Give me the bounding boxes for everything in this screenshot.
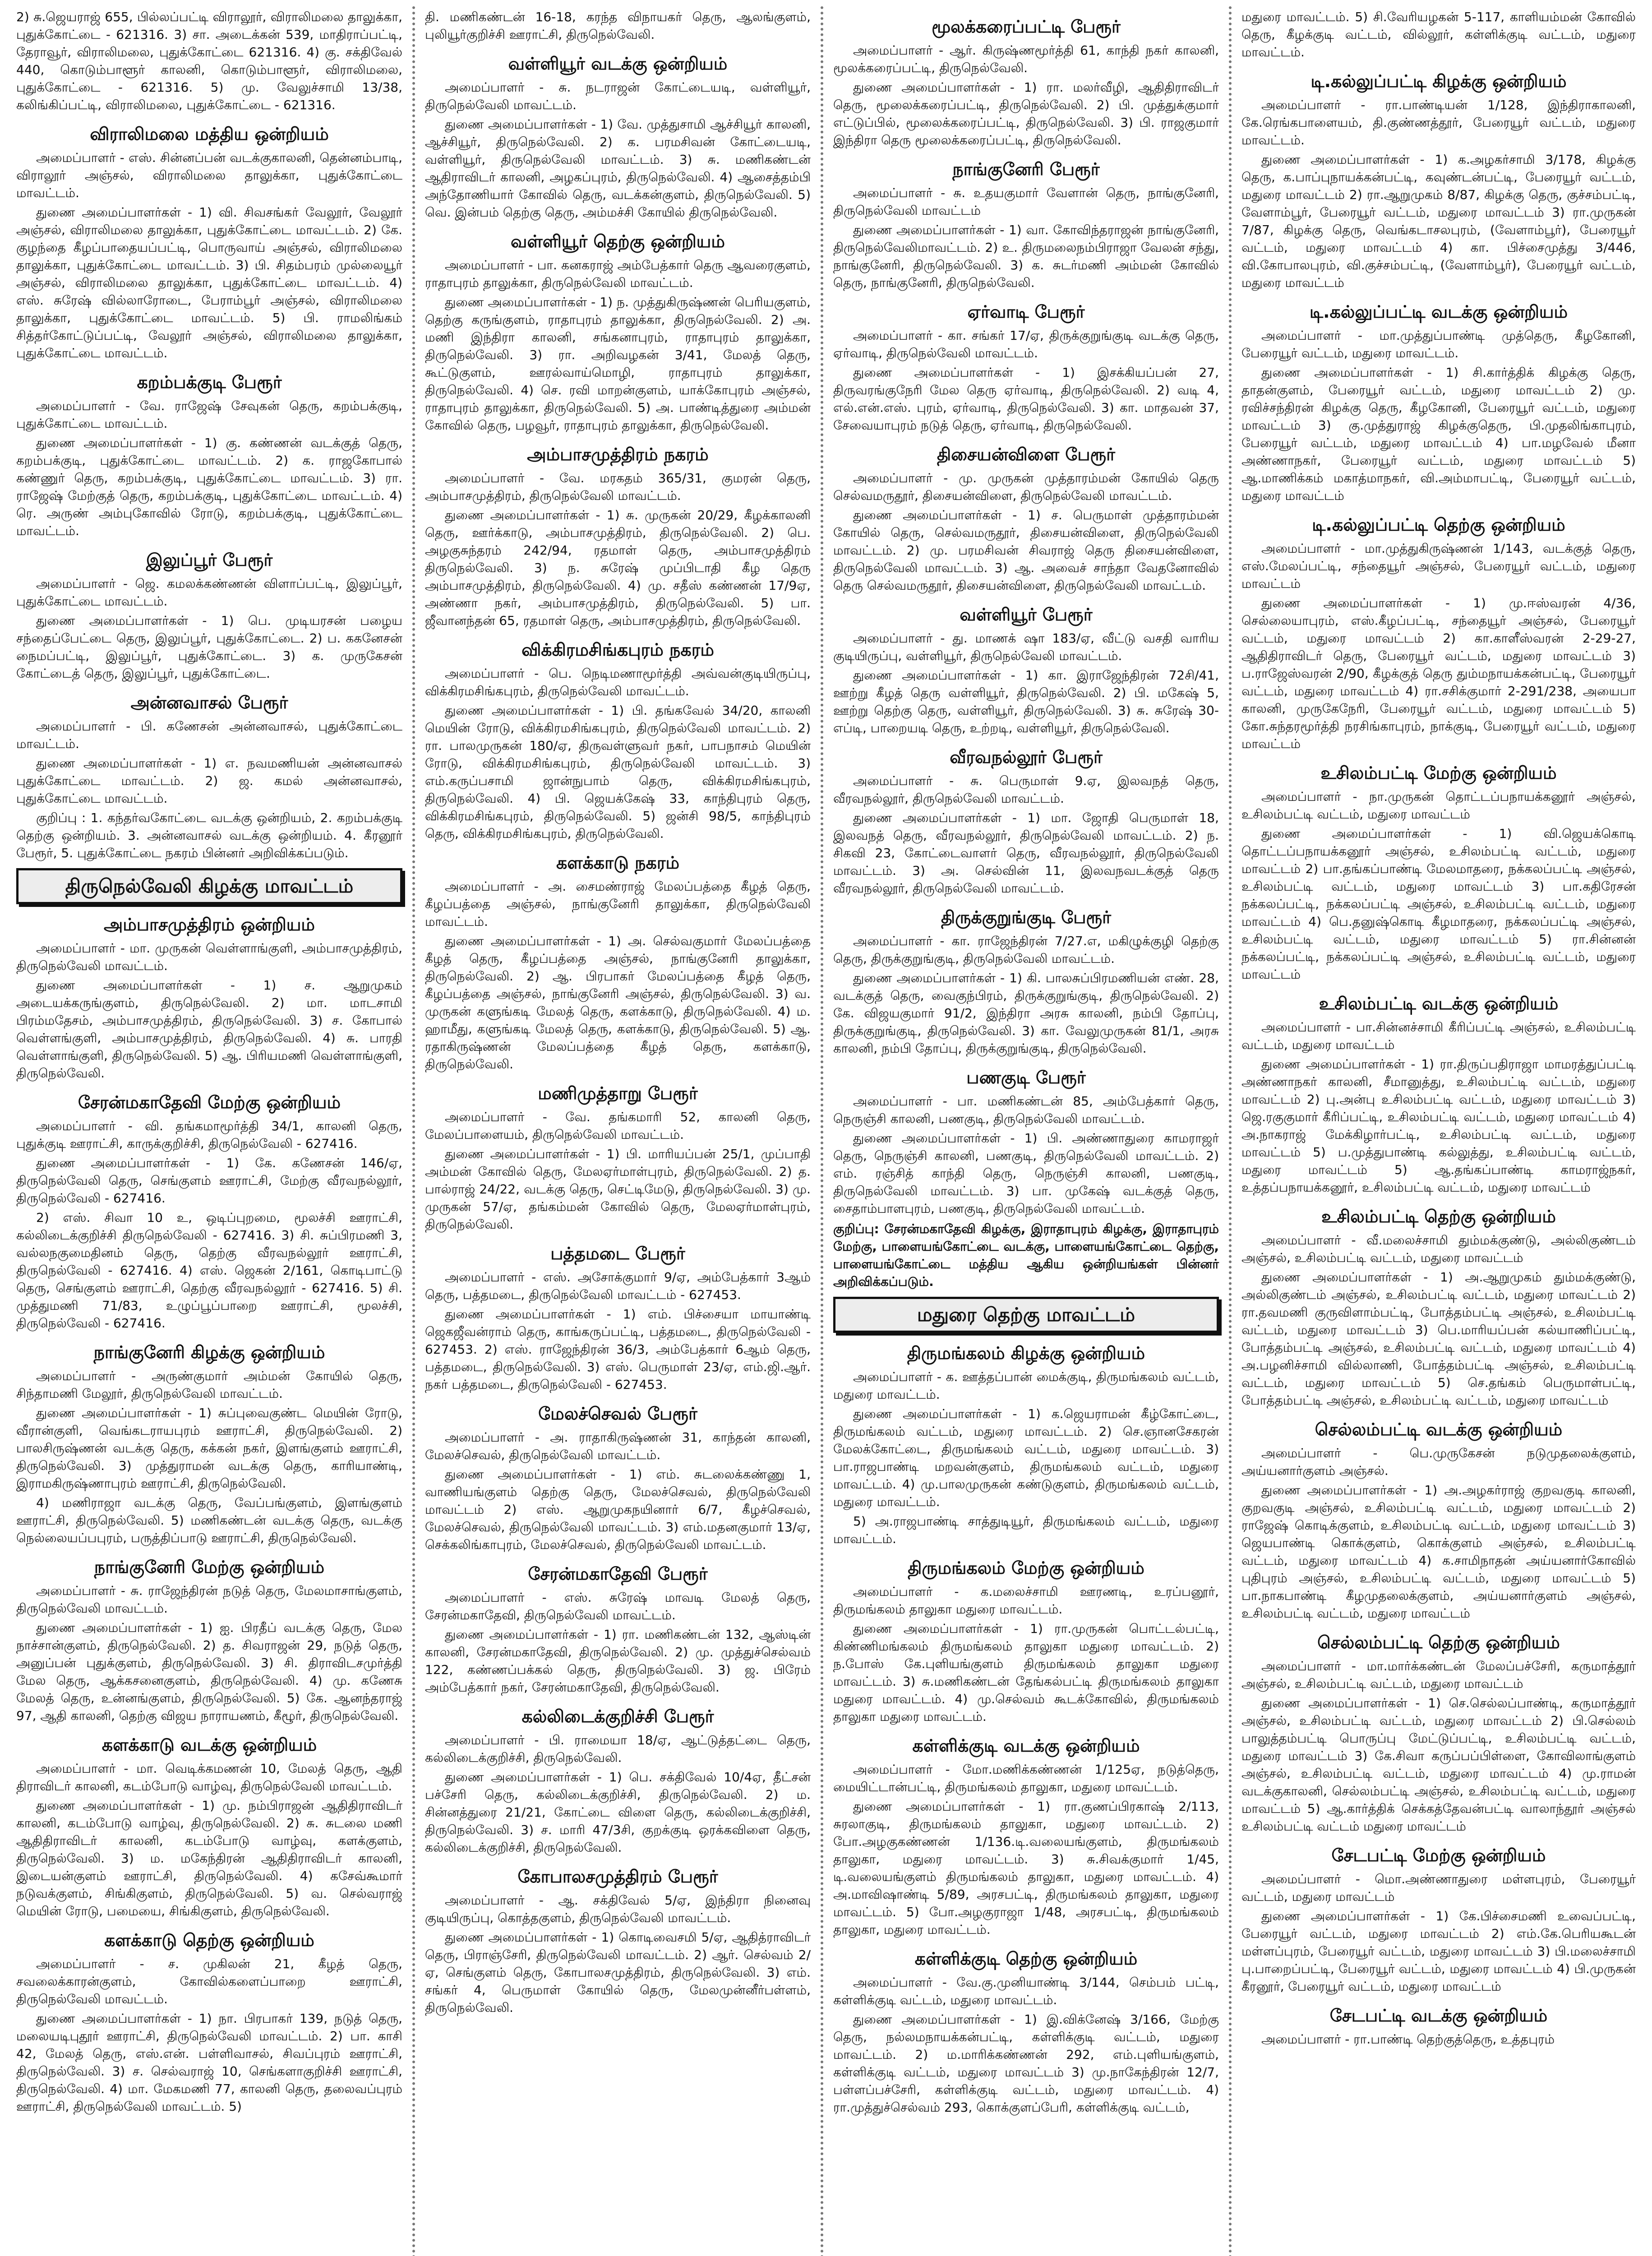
section-heading: நாங்குனேரி பேரூர் <box>952 159 1100 179</box>
listing-paragraph: அமைப்பாளர் - க.மலைச்சாமி ஊரணடி, உரப்பனூர், திருமங்கலம் தாலுகா மதுரை மாவட்டம். <box>833 1584 1219 1617</box>
section-heading: திருமங்கலம் மேற்கு ஒன்றியம் <box>908 1558 1144 1578</box>
listing-paragraph: 4) மணிராஜா வடக்கு தெரு, வேப்பங்குளம், இளங்குளம் ஊராட்சி, திருநெல்வேலி. 5) மணிகண்டன் வடக்கு தெரு, வடக்கு நெல்லையப்பபுரம், பருத்திப்பாடு ஊராட்சி, திருநெல்வேலி. <box>16 1495 402 1545</box>
listing-paragraph: துணை அமைப்பாளர்கள் - 1) இ.விக்னேஷ் 3/166, மேற்கு தெரு, நல்லமநாயக்கன்பட்டி, கள்ளிக்குடி வட்டம், மதுரை மாவட்டம். 2) ம.மாரிக்கண்ணன் 292, எம்.புளியங்குளம், கள்ளிக்குடி வட்டம், மதுரை மாவட்டம் 3) மு.நாகேந்திரன் 12/7, பள்ளப்பச்சேரி, கள்ளிக்குடி வட்டம், மதுரை மாவட்டம். 4) ரா.முத்துச்செல்வம் 293, கொக்குளப்பேரி, கள்ளிக்குடி வட்டம், <box>833 2012 1219 2115</box>
section-heading: வள்ளியூர் தெற்கு ஒன்றியம் <box>511 231 725 251</box>
section-heading: விக்கிரமசிங்கபுரம் நகரம் <box>521 640 714 660</box>
listing-paragraph: அமைப்பாளர் - து. மாணக் ஷா 183/ஏ, வீட்டு வசதி வாரிய குடியிருப்பு, வள்ளியூர், திருநெல்வேலி மாவட்டம். <box>833 631 1219 663</box>
listing-paragraph: துணை அமைப்பாளர்கள் - 1) எம். பிச்சையா மாயாண்டி ஜெகஜீவன்ராம் தெரு, காங்கருப்பட்டி, பத்தமடை, திருநெல்வேலி - 627453. 2) எஸ். ராஜேந்திரன் 36/3, அம்பேத்கார் 6ஆம் தெரு, பத்தமடை, திருநெல்வேலி. 3) எஸ். பெருமாள் 23/ஏ, எம்.ஜி.ஆர். நகர் பத்தமடை, திருநெல்வேலி - 627453. <box>425 1307 811 1392</box>
listing-paragraph: அமைப்பாளர் - அருண்குமார் அம்மன் கோயில் தெரு, சிந்தாமணி மேலூர், திருநெல்வேலி மாவட்டம். <box>16 1368 402 1401</box>
listing-paragraph: துணை அமைப்பாளர்கள் - 1) பி. மாரியப்பன் 25/1, முப்பாதி அம்மன் கோவில் தெரு, மேலஏர்மாள்புரம், திருநெல்வேலி. 2) த. பால்ராஜ் 24/22, வடக்கு தெரு, செட்டிமேடு, திருநெல்வேலி. 3) மு. முருகன் 57/ஏ, தங்கம்மன் கோவில் தெரு, மேலஏர்மாள்புரம், திருநெல்வேலி. <box>425 1146 811 1232</box>
listing-paragraph: அமைப்பாளர் - மா.மார்க்கண்டன் மேலப்பச்சேரி, கருமாத்தூர் அஞ்சல், உசிலம்பட்டி வட்டம், மதுரை மாவட்டம் <box>1241 1659 1636 1691</box>
section-heading: உசிலம்பட்டி தெற்கு ஒன்றியம் <box>1321 1207 1556 1226</box>
listing-paragraph: துணை அமைப்பாளர்கள் - 1) அ.அழகர்ராஜ் குறவகுடி காலனி, குறவகுடி அஞ்சல், உசிலம்பட்டி வட்டம், மதுரை மாவட்டம் 2) ராஜேஷ் கொடிக்குளம், உசிலம்பட்டி வட்டம், மதுரை மாவட்டம் 3) ஜெயபாண்டி கொக்குளம், கொக்குளம் அஞ்சல், உசிலம்பட்டி வட்டம், மதுரை மாவட்டம் 4) க.சாமிநாதன் அய்யனார்கோவில் புதிபுரம் அஞ்சல், உசிலம்பட்டி வட்டம், மதுரை மாவட்டம் 5) பா.நாகபாண்டி கீழமுதலைக்குளம், அய்யனார்குளம் அஞ்சல், உசிலம்பட்டி வட்டம், மதுரை மாவட்டம் <box>1241 1483 1636 1621</box>
listing-paragraph: அமைப்பாளர் - கா. ராஜேந்திரன் 7/27.எ, மகிழுக்குழி தெற்கு தெரு, திருக்குறுங்குடி, திருநெல்வேலி மாவட்டம். <box>833 934 1219 966</box>
listing-paragraph: அமைப்பாளர் - பி. கணேசன் அன்னவாசல், புதுக்கோட்டை மாவட்டம். <box>16 719 402 751</box>
section-heading: அம்பாசமுத்திரம் நகரம் <box>527 444 709 464</box>
listing-paragraph: துணை அமைப்பாளர்கள் - 1) கொடிவைசமி 5/ஏ, ஆதித்ராவிடர் தெரு, பிராஞ்சேரி, திருநெல்வேலி மாவட்டம். 2) ஆர். செல்வம் 2/ஏ, செங்குளம் தெரு, கோபாலசமுத்திரம், திருநெல்வேலி. 3) எம். சங்கர் 4, பெருமாள் கோயில் தெரு, மேலமுன்னீர்பள்ளம், திருநெல்வேலி. <box>425 1930 811 2015</box>
listing-paragraph: அமைப்பாளர் - சு. பெருமாள் 9.ஏ, இலவநத் தெரு, வீரவநல்லூர், திருநெல்வேலி மாவட்டம். <box>833 773 1219 806</box>
listing-paragraph: அமைப்பாளர் - மா. வெடிக்கமணன் 10, மேலத் தெரு, ஆதி திராவிடர் காலனி, கடம்போடு வாழ்வு, திருநெல்வேலி மாவட்டம். <box>16 1761 402 1794</box>
section-heading: களக்காடு தெற்கு ஒன்றியம் <box>104 1930 314 1950</box>
listing-paragraph: அமைப்பாளர் - க. ஊத்தப்பான் மைக்குடி, திருமங்கலம் வட்டம், மதுரை மாவட்டம். <box>833 1369 1219 1402</box>
listing-paragraph: துணை அமைப்பாளர்கள் - 1) அ. செல்வகுமார் மேலப்பத்தை கீழத் தெரு, கீழப்பத்தை அஞ்சல், நாங்குனேரி தாலுக்கா, திருநெல்வேலி. 2) ஆ. பிரபாகர் மேலப்பத்தை கீழத் தெரு, கீழப்பத்தை அஞ்சல், நாங்குனேரி அஞ்சல், திருநெல்வேலி. 3) வ. முருகன் களுங்கடி மேலத் தெரு, களக்காடு, திருநெல்வேலி. 4) ம. ஹாமீது, களுங்கடி மேலத் தெரு, களக்காடு, திருநெல்வேலி. 5) ஆ. ரதாகிருஷ்ணன் மேலப்பத்தை கீழத் தெரு, களக்காடு, திருநெல்வேலி. <box>425 934 811 1072</box>
section-heading: விராலிமலை மத்திய ஒன்றியம் <box>90 124 329 144</box>
listing-paragraph: அமைப்பாளர் - சு. உதயகுமார் வேளான் தெரு, நாங்குனேரி, திருநெல்வேலி மாவட்டம் <box>833 185 1219 218</box>
section-heading: களக்காடு வடக்கு ஒன்றியம் <box>102 1735 317 1755</box>
listing-paragraph: அமைப்பாளர் - எஸ். அசோக்குமார் 9/ஏ, அம்பேத்கார் 3ஆம் தெரு, பத்தமடை, திருநெல்வேலி மாவட்டம் - 627453. <box>425 1270 811 1302</box>
listing-paragraph: குறிப்பு : 1. கந்தர்வகோட்டை வடக்கு ஒன்றியம், 2. கறம்பக்குடி தெற்கு ஒன்றியம். 3. அன்னவாசல் வடக்கு ஒன்றியம். 4. கீரனூர் பேரூர், 5. புதுக்கோட்டை நகரம் பின்னர் அறிவிக்கப்படும். <box>16 810 402 860</box>
listing-paragraph: துணை அமைப்பாளர்கள் - 1) ரா.முருகன் பொட்டல்பட்டி, கிண்ணிமங்கலம் திருமங்கலம் தாலுகா மதுரை மாவட்டம். 2) ந.போஸ் கே.புளியங்குளம் திருமங்கலம் தாலுகா மதுரை மாவட்டம். 3) சு.மணிகண்டன் தேங்கல்பட்டி திருமங்கலம் தாலுகா மதுரை மாவட்டம். 4) மு.செல்வம் கூடக்கோவில், திருமங்கலம் தாலுகா மதுரை மாவட்டம். <box>833 1621 1219 1724</box>
listing-paragraph: 5) அ.ராஜபாண்டி சாத்துடியூர், திருமங்கலம் வட்டம், மதுரை மாவட்டம். <box>833 1514 1219 1546</box>
listing-paragraph: அமைப்பாளர் - சு. நடராஜன் கோட்டையடி, வள்ளியூர், திருநெல்வேலி மாவட்டம். <box>425 80 811 112</box>
listing-paragraph: துணை அமைப்பாளர்கள் - 1) மு.ஈஸ்வரன் 4/36, செல்லையாபுரம், எஸ்.கீழப்பட்டி, சந்தையூர் அஞ்சல், பேரையூர் வட்டம், மதுரை மாவட்டம் 2) கா.காளீஸ்வரன் 2-29-27, ஆதிதிராவிடர் தெரு, பேரையூர் வட்டம், மதுரை மாவட்டம் 3) ப.ராஜேஸ்வரன் 2/90, கீழக்குத் தெரு தும்மநாயக்கன்பட்டி, பேரையூர் வட்டம், மதுரை மாவட்டம் 4) ரா.சசிக்குமார் 2-291/238, அயைபா காலனி, முருகேநேரி, பேரையூர் வட்டம், மதுரை மாவட்டம் 5) கோ.சுந்தரமூர்த்தி நரசிங்காபுரம், நாக்குடி, பேரையூர் வட்டம், மதுரை மாவட்டம் <box>1241 596 1636 751</box>
listing-paragraph: அமைப்பாளர் - சு. ராஜேந்திரன் நடுத் தெரு, மேலமாசாங்குளம், திருநெல்வேலி மாவட்டம். <box>16 1583 402 1616</box>
listing-paragraph: அமைப்பாளர் - பெ.முருகேசன் நடுமுதலைக்குளம், அய்யனார்குளம் அஞ்சல். <box>1241 1446 1636 1478</box>
section-heading: செல்லம்பட்டி தெற்கு ஒன்றியம் <box>1317 1632 1560 1652</box>
listing-paragraph: அமைப்பாளர் - கா. சங்கர் 17/ஏ, திருக்குறுங்குடி வடக்கு தெரு, ஏர்வாடி, திருநெல்வேலி மாவட்டம். <box>833 328 1219 361</box>
listing-paragraph: அமைப்பாளர் - ரா.பாண்டி தெற்குத்தெரு, உத்தபுரம் <box>1261 2032 1555 2047</box>
section-heading: கள்ளிக்குடி தெற்கு ஒன்றியம் <box>914 1949 1138 1969</box>
section-heading: திசையன்விளை பேரூர் <box>937 444 1115 464</box>
listing-paragraph: அமைப்பாளர் - ரா.பாண்டியன் 1/128, இந்திராகாலனி, கே.ரெங்கபாளையம், தி.குண்ணத்தூர், பேரையூர் வட்டம், மதுரை மாவட்டம். <box>1241 97 1636 148</box>
section-heading: சேரன்மகாதேவி மேற்கு ஒன்றியம் <box>78 1092 341 1112</box>
listing-paragraph: துணை அமைப்பாளர்கள் - 1) கா. இராஜேந்திரன் 72சி/41, ஊற்று கீழத் தெரு வள்ளியூர், திருநெல்வேலி. 2) பி. மகேஷ் 5, ஊற்று தெற்கு தெரு, வள்ளியூர், திருநெல்வேலி. 3) சு. சுரேஷ் 30-எப்டி, பாறையடி தெரு, உற்றடி, வள்ளியூர், திருநெல்வேலி. <box>833 668 1219 735</box>
listing-paragraph: தி. மணிகண்டன் 16-18, கரந்த விநாயகர் தெரு, ஆலங்குளம், புலியூர்குறிச்சி ஊராட்சி, திருநெல்வேலி. <box>425 9 811 42</box>
section-heading: சேரன்மகாதேவி பேரூர் <box>528 1564 708 1584</box>
section-heading: கல்லிடைக்குறிச்சி பேரூர் <box>521 1706 714 1726</box>
listing-paragraph: துணை அமைப்பாளர்கள் - 1) சி.கார்த்திக் கிழக்கு தெரு, தாதன்குளம், பேரையூர் வட்டம், மதுரை மாவட்டம் 2) மு. ரவிச்சந்திரன் கிழக்கு தெரு, கீழகோனி, பேரையூர் வட்டம், மதுரை மாவட்டம் 3) கு.முத்துராஜ் கிழக்குதெரு, பி.முதலிங்காபுரம், பேரையூர் வட்டம், மதுரை மாவட்டம் 4) பா.மழவேல் மீனா அண்ணாநகர், பேரையூர் வட்டம், மதுரை மாவட்டம் 5) ஆ.மாணிக்கம் மகாத்மாநகர், வி.அம்மாபட்டி, பேரையூர் வட்டம், மதுரை மாவட்டம் <box>1241 365 1636 503</box>
listing-paragraph: அமைப்பாளர் - வே. மரகதம் 365/31, குமரன் தெரு, அம்பாசமுத்திரம், திருநெல்வேலி மாவட்டம். <box>425 471 811 503</box>
listing-paragraph: துணை அமைப்பாளர்கள் - 1) ச. பெருமாள் முத்தாரம்மன் கோயில் தெரு, செல்வமருதூர், திசையன்விளை, திருநெல்வேலி மாவட்டம். 2) மு. பரமசிவன் சிவராஜ் தெரு திசையன்விளை, திருநெல்வேலி மாவட்டம். 3) ஆ. அவைச் சாந்தா வேதனோவில் தெரு செல்வமருதூர், திசையன்விளை, திருநெல்வேலி மாவட்டம். <box>833 508 1219 593</box>
district-banner: திருநெல்வேலி கிழக்கு மாவட்டம் <box>16 868 402 904</box>
listing-paragraph: அமைப்பாளர் - ஆர். கிருஷ்ணமூர்த்தி 61, காந்தி நகர் காலனி, மூலக்கரைப்பட்டி, திருநெல்வேலி. <box>833 43 1219 75</box>
listing-paragraph: அமைப்பாளர் - வீ.மலைச்சாமி தும்மக்குண்டு, அல்லிகுண்டம் அஞ்சல், உசிலம்பட்டி வட்டம், மதுரை மாவட்டம் <box>1241 1233 1636 1265</box>
section-heading: வள்ளியூர் பேரூர் <box>960 605 1093 624</box>
listing-paragraph: அமைப்பாளர் - பா. மணிகண்டன் 85, அம்பேத்கார் தெரு, நெருஞ்சி காலனி, பணகுடி, திருநெல்வேலி மாவட்டம். <box>833 1094 1219 1126</box>
section-heading: மணிமுத்தாறு பேரூர் <box>538 1083 698 1103</box>
listing-paragraph: துணை அமைப்பாளர்கள் - 1) ஐ. பிரதீப் வடக்கு தெரு, மேல நாச்சான்குளம், திருநெல்வேலி. 2) த. சிவராஜன் 29, நடுத் தெரு, அனுப்பன் புதுக்குளம், திருநெல்வேலி. 3) சி. திராவிடசமுர்த்தி மேல தெரு, ஆக்கசனைகுளம், திருநெல்வேலி. 4) மு. கணேசு மேலத் தெரு, உன்னங்குளம், திருநெல்வேலி. 5) கே. ஆனந்தராஜ் 97, ஆதி காலனி, தெற்கு விஜய நாராயணம், கீழூர், திருநெல்வேலி. <box>16 1620 402 1723</box>
section-heading: அம்பாசமுத்திரம் ஒன்றியம் <box>103 915 315 934</box>
listing-paragraph: துணை அமைப்பாளர்கள் - 1) ரா.குணப்பிரகாஷ் 2/113, சுரலாகுடி, திருமங்கலம் தாலுகா, மதுரை மாவட்டம். 2) போ.அழகுகண்ணன் 1/136.டி.வலையங்குளம், திருமங்கலம் தாலுகா, மதுரை மாவட்டம். 3) சு.சிவக்குமார் 1/45, டி.வலையங்குளம் திருமங்கலம் தாலுகா, மதுரை மாவட்டம். 4) அ.மாவிஷாண்டி 5/89, அரசபட்டி, திருமங்கலம் தாலுகா, மதுரை மாவட்டம். 5) போ.அழகுராஜா 1/48, அரசபட்டி, திருமங்கலம் தாலுகா, மதுரை மாவட்டம். <box>833 1799 1219 1937</box>
listing-paragraph: 2) சு.ஜெயராஜ் 655, பில்லப்பட்டி விராலூர், விராலிமலை தாலுக்கா, புதுக்கோட்டை - 621316. 3) சா. அடைக்கன் 539, மாதிராப்பட்டி, தேராவூர், விராலிமலை, புதுக்கோட்டை 621316. 4) கு. சக்திவேல் 440, கொடும்பாளூர் காலனி, கொடும்பாளூர், விராலிமலை, புதுக்கோட்டை - 621316. 5) மு. வேலுச்சாமி 13/38, கலிங்கிப்பட்டி, விராலிமலை, புதுக்கோட்டை - 621316. <box>16 9 402 112</box>
listing-paragraph: துணை அமைப்பாளர்கள் - 1) ரா.திருப்பதிராஜா மாமரத்துப்பட்டி அண்ணாநகர் காலனி, சீமானுத்து, உசிலம்பட்டி வட்டம், மதுரை மாவட்டம் 2) பு.அன்பு உசிலம்பட்டி வட்டம், மதுரை மாவட்டம் 3) ஜெ.ரகுகுமார் கீரிப்பட்டி, உசிலம்பட்டி வட்டம், மதுரை மாவட்டம் 4) அ.நாகராஜ் மேக்கிழார்பட்டி, உசிலம்பட்டி வட்டம், மதுரை மாவட்டம் 5) ப.முத்துபாண்டி கல்லுத்து, உசிலம்பட்டி வட்டம், மதுரை மாவட்டம் 5) ஆ.தங்கப்பாண்டி காமராஜ்நகர், உத்தப்பநாயக்கனூர், உசிலம்பட்டி வட்டம், மதுரை மாவட்டம் <box>1241 1057 1636 1195</box>
section-heading: உசிலம்பட்டி வடக்கு ஒன்றியம் <box>1319 994 1559 1013</box>
section-heading: திருக்குறுங்குடி பேரூர் <box>941 907 1111 927</box>
listing-paragraph: துணை அமைப்பாளர்கள் - 1) எம். சுடலைக்கண்ணு 1, வாணியங்குளம் தெற்கு தெரு, மேலச்செவல், திருநெல்வேலி மாவட்டம் 2) எஸ். ஆறுமுகநயினார் 6/7, கீழச்செவல், மேலச்செவல், திருநெல்வேலி மாவட்டம். 3) எம்.மதனகுமார் 13/ஏ, செக்கலிங்காபுரம், மேலச்செவல், திருநெல்வேலி மாவட்டம். <box>425 1467 811 1552</box>
newspaper-page <box>6 6 1646 2256</box>
listing-paragraph: அமைப்பாளர் - அ. சைமண்ராஜ் மேலப்பத்தை கீழத் தெரு, கீழப்பத்தை அஞ்சல், நாங்குனேரி தாலுக்கா, திருநெல்வேலி மாவட்டம். <box>425 879 811 929</box>
listing-paragraph: துணை அமைப்பாளர்கள் - 1) கு. கண்ணன் வடக்குத் தெரு, கறம்பக்குடி, புதுக்கோட்டை மாவட்டம். 2) க. ராஜகோபால் கண்ணுர் தெரு, கறம்பக்குடி, புதுக்கோட்டை மாவட்டம். 3) ரா. ராஜேஷ் மேற்குத் தெரு, கறம்பக்குடி, புதுக்கோட்டை மாவட்டம். 4) ரெ. அருண் அம்புகோவில் ரோடு, கறம்பக்குடி, புதுக்கோட்டை மாவட்டம். <box>16 435 402 538</box>
listing-paragraph: துணை அமைப்பாளர்கள் - 1) கே. கணேசன் 146/ஏ, திருநெல்வேலி தெரு, செங்குளம் ஊராட்சி, மேற்கு வீரவநல்லூர், திருநெல்வேலி - 627416. <box>16 1156 402 1206</box>
listing-paragraph: 2) எஸ். சிவா 10 உ, ஒடிப்புறமை, மூலச்சி ஊராட்சி, கல்லிடைக்குறிச்சி திருநெல்வேலி - 627416. 3) சி. சுப்பிரமணி 3, வல்லநகுமைதினம் தெரு, தெற்கு வீரவநல்லூர் ஊராட்சி, திருநெல்வேலி - 627416. 4) எஸ். ஜெகன் 2/161, கொடிபாட்டு தெரு, செங்குளம் ஊராட்சி, தெற்கு வீரவநல்லூர் - 627416. 5) சி. முத்துமணி 71/83, உழுப்பூப்பாறை ஊராட்சி, மூலச்சி, திருநெல்வேலி - 627416. <box>16 1210 402 1331</box>
listing-paragraph: அமைப்பாளர் - வி. தங்கமாமூர்த்தி 34/1, காலனி தெரு, புதுக்குடி ஊராட்சி, காருக்குறிச்சி, திருநெல்வேலி - 627416. <box>16 1119 402 1151</box>
column-4 <box>1229 6 1646 2256</box>
listing-paragraph: அமைப்பாளர் - மு. முருகன் முத்தாரம்மன் கோயில் தெரு செல்வமருதூர், திசையன்விளை, திருநெல்வேலி மாவட்டம். <box>833 471 1219 503</box>
listing-paragraph: துணை அமைப்பாளர்கள் - 1) வா. கோவிந்தராஜன் நாங்குனேரி, திருநெல்வேலிமாவட்டம். 2) உ. திருமலைநம்பிராஜா வேலன் சந்து, நாங்குனேரி, திருநெல்வேலி. 3) க. சுடர்மணி அம்மன் கோவில் தெரு, நாங்குனேரி, திருநெல்வேலி. <box>833 222 1219 290</box>
listing-paragraph: துணை அமைப்பாளர்கள் - 1) ச. ஆறுமுகம் அடையக்கருங்குளம், திருநெல்வேலி. 2) மா. மாடசாமி பிரம்மதேசம், அம்பாசமுத்திரம், திருநெல்வேலி. 3) ச. கோபால் வெள்ளங்குளி, அம்பாசமுத்திரம், திருநெல்வேலி. 4) சு. பாரதி வெள்ளாங்குளி, திருநெல்வேலி. 5) ஆ. பிரியமணி வெள்ளாங்குளி, திருநெல்வேலி. <box>16 978 402 1081</box>
listing-paragraph: அமைப்பாளர் - மா.முத்துகிருஷ்ணன் 1/143, வடக்குத் தெரு, எஸ்.மேலப்பட்டி, சந்தையூர் அஞ்சல், பேரையூர் வட்டம், மதுரை மாவட்டம் <box>1241 541 1636 591</box>
listing-paragraph: மதுரை மாவட்டம். 5) சி.வேரியழகன் 5-117, காளியம்மன் கோவில் தெரு, கீழக்குடி வட்டம், வில்லூர், கள்ளிக்குடி வட்டம், மதுரை மாவட்டம். <box>1241 9 1636 60</box>
listing-paragraph: துணை அமைப்பாளர்கள் - 1) பெ. சக்திவேல் 10/4ஏ, தீட்சன் பச்சேரி தெரு, கல்லிடைக்குறிச்சி, திருநெல்வேலி. 2) ம. சின்னத்துரை 21/21, கோட்டை விளை தெரு, கல்லிடைக்குறிச்சி, திருநெல்வேலி. 3) ச. மாரி 47/3சி, குறக்குடி ஒரக்கவிளை தெரு, கல்லிடைக்குறிச்சி, திருநெல்வேலி. <box>425 1770 811 1855</box>
listing-paragraph: அமைப்பாளர் - பி. ராமையா 18/ஏ, ஆட்டுத்தட்டை தெரு, கல்லிடைக்குறிச்சி, திருநெல்வேலி. <box>425 1733 811 1765</box>
listing-paragraph: துணை அமைப்பாளர்கள் - 1) ரா. மலர்வீழி, ஆதிதிராவிடர் தெரு, மூலைக்கரைப்பட்டி, திருநெல்வேலி. 2) பி. முத்துக்குமார் எட்டுப்பில், மூலைக்கரைப்பட்டி, திருநெல்வேலி. 3) பி. ராஜகுமார் இந்திரா தெரு மூலைக்கரைப்பட்டி, திருநெல்வேலி. <box>833 80 1219 148</box>
section-heading: வீரவநல்லூர் பேரூர் <box>950 747 1103 767</box>
listing-paragraph: துணை அமைப்பாளர்கள் - 1) இசக்கியப்பன் 27, திருவரங்குநேரி மேல தெரு ஏர்வாடி, திருநெல்வேலி. 2) வடி 4, எல்.என்.எஸ். புரம், ஏர்வாடி, திருநெல்வேலி. 3) கா. மாதவன் 37, சேவையாபுரம் நடுத் தெரு, ஏர்வாடி, திருநெல்வேலி. <box>833 365 1219 433</box>
section-heading: மூலக்கரைப்பட்டி பேரூர் <box>932 17 1121 37</box>
listing-paragraph: அமைப்பாளர் - வே. தங்கமாரி 52, காலனி தெரு, மேலப்பாளையம், திருநெல்வேலி மாவட்டம். <box>425 1110 811 1142</box>
section-heading: டி.கல்லுப்பட்டி கிழக்கு ஒன்றியம் <box>1311 71 1567 91</box>
section-heading: அன்னவாசல் பேரூர் <box>130 693 288 712</box>
listing-paragraph: துணை அமைப்பாளர்கள் - 1) மா. ஜோதி பெருமாள் 18, இலவநத் தெரு, வீரவநல்லூர், திருநெல்வேலி மாவட்டம். 2) ந. சிகவி 23, கோட்டைவாளர் தெரு, வீரவநல்லூர், திருநெல்வேலி மாவட்டம். 3) அ. செல்வின் 11, இலவநவடக்குத் தெரு வீரவநல்லூர், திருநெல்வேலி மாவட்டம். <box>833 810 1219 896</box>
note-paragraph: குறிப்பு: சேரன்மகாதேவி கிழக்கு, இராதாபுரம் கிழக்கு, இராதாபுரம் மேற்கு, பாளையங்கோட்டை வடக்கு, பாளையங்கோட்டை தெற்கு, பாளையங்கோட்டை மத்திய ஆகிய ஒன்றியங்கள் பின்னர் அறிவிக்கப்படும். <box>833 1221 1219 1289</box>
column-1 <box>6 6 412 2256</box>
section-heading: கள்ளிக்குடி வடக்கு ஒன்றியம் <box>912 1736 1140 1756</box>
listing-paragraph: அமைப்பாளர் - மா. முருகன் வெள்ளாங்குளி, அம்பாசமுத்திரம், திருநெல்வேலி மாவட்டம். <box>16 941 402 973</box>
section-heading: இலுப்பூர் பேரூர் <box>146 550 273 570</box>
listing-paragraph: துணை அமைப்பாளர்கள் - 1) ரா. மணிகண்டன் 132, ஆஸ்டின் காலனி, சேரன்மகாதேவி, திருநெல்வேலி. 2) மு. முத்துச்செல்வம் 122, கண்ணப்பக்கல் தெரு, திருநெல்வேலி. 3) ஜ. பிரேம் அம்பேத்கார் நகர், சேரன்மகாதேவி, திருநெல்வேலி. <box>425 1627 811 1695</box>
listing-paragraph: அமைப்பாளர் - மோ.மணிக்கண்ணன் 1/125ஏ, நடுத்தெரு, மையிட்டான்பட்டி, திருமங்கலம் தாலுகா, மதுரை மாவட்டம். <box>833 1762 1219 1794</box>
section-heading: சேடபட்டி வடக்கு ஒன்றியம் <box>1329 2006 1548 2025</box>
listing-paragraph: அமைப்பாளர் - வே.கு.முனியாண்டி 3/144, செம்பம் பட்டி, கள்ளிக்குடி வட்டம், மதுரை மாவட்டம். <box>833 1975 1219 2007</box>
section-heading: வள்ளியூர் வடக்கு ஒன்றியம் <box>508 54 728 74</box>
section-heading: பணகுடி பேரூர் <box>966 1068 1086 1087</box>
listing-paragraph: அமைப்பாளர் - வே. ராஜேஷ் சேவுகன் தெரு, கறம்பக்குடி, புதுக்கோட்டை மாவட்டம். <box>16 398 402 431</box>
listing-paragraph: அமைப்பாளர் - பா. கனகராஜ் அம்பேத்கார் தெரு ஆவரைகுளம், ராதாபுரம் தாலுக்கா, திருநெல்வேலி மாவட்டம். <box>425 258 811 290</box>
listing-paragraph: அமைப்பாளர் - மா.முத்துப்பாண்டி முத்தெரு, கீழகோனி, பேரையூர் வட்டம், மதுரை மாவட்டம். <box>1241 328 1636 361</box>
section-heading: கோபாலசமுத்திரம் பேரூர் <box>517 1867 718 1886</box>
section-heading: நாங்குனேரி மேற்கு ஒன்றியம் <box>94 1557 325 1577</box>
section-heading: திருமங்கலம் கிழக்கு ஒன்றியம் <box>907 1343 1145 1363</box>
listing-paragraph: துணை அமைப்பாளர்கள் - 1) பி. தங்கவேல் 34/20, காலனி மெயின் ரோடு, விக்கிரமசிங்கபுரம், திருநெல்வேலி மாவட்டம். 2) ரா. பாலமுருகன் 180/ஏ, திருவள்ளுவர் நகர், பாபநாசம் மெயின் ரோடு, விக்கிரமசிங்கபுரம், திருநெல்வேலி மாவட்டம். 3) எம்.கருப்பசாமி ஜான்நுபாம் தெரு, விக்கிரமசிங்கபுரம், திருநெல்வேலி. 4) பி. ஜெயக்கேஷ் 33, காந்திபுரம் தெரு, விக்கிரமசிங்கபுரம், திருநெல்வேலி. 5) ஜன்சி 98/5, காந்திபுரம் தெரு, விக்கிரமசிங்கபுரம், திருநெல்வேலி. <box>425 703 811 841</box>
listing-paragraph: அமைப்பாளர் - மொ.அண்ணாதுரை மள்ளபுரம், பேரையூர் வட்டம், மதுரை மாவட்டம் <box>1241 1872 1636 1904</box>
listing-paragraph: துணை அமைப்பாளர்கள் - 1) ந. முத்துகிருஷ்ணன் பெரியகுளம், தெற்கு கருங்குளம், ராதாபுரம் தாலுக்கா, திருநெல்வேலி. 2) அ. மணி இந்திரா காலனி, சங்கனாபுரம், ராதாபுரம் தாலுக்கா, திருநெல்வேலி. 3) ரா. அறிவழகன் 3/41, மேலத் தெரு, கூட்டுகுளம், ஊரல்வாய்மொழி, ராதாபுரம் தாலுக்கா, திருநெல்வேலி. 4) செ. ரவி மாறன்குளம், யாக்கோபுரம் அஞ்சல், ராதாபுரம் தாலுக்கா, திருநெல்வேலி. 5) அ. பாண்டித்துரை அம்மன் கோவில் தெரு, பழவூர், ராதாபுரம் தாலுக்கா, திருநெல்வேலி. <box>425 295 811 433</box>
column-2 <box>412 6 821 2256</box>
section-heading: உசிலம்பட்டி மேற்கு ஒன்றியம் <box>1320 763 1557 783</box>
listing-paragraph: துணை அமைப்பாளர்கள் - 1) பெ. முடியரசன் பழைய சந்தைப்பேட்டை தெரு, இலுப்பூர், புதுக்கோட்டை. 2) ப. ககனேசன் நைமப்பட்டி, இலுப்பூர், புதுக்கோட்டை. 3) க. முருகேசன் கோட்டைத் தெரு, இலுப்பூர், புதுக்கோட்டை. <box>16 613 402 681</box>
section-heading: கறம்பக்குடி பேரூர் <box>137 372 282 392</box>
listing-paragraph: அமைப்பாளர் - எஸ். சுரேஷ் மாவடி மேலத் தெரு, சேரன்மகாதேவி, திருநெல்வேலி மாவட்டம். <box>425 1590 811 1623</box>
section-heading: சேடபட்டி மேற்கு ஒன்றியம் <box>1331 1845 1546 1865</box>
listing-paragraph: அமைப்பாளர் - பெ. நெடிமணாமூர்த்தி அவ்வன்குடியிருப்பு, விக்கிரமசிங்கபுரம், திருநெல்வேலி மாவட்டம். <box>425 666 811 698</box>
section-heading: டி.கல்லுப்பட்டி வடக்கு ஒன்றியம் <box>1309 302 1568 322</box>
section-heading: பத்தமடை பேரூர் <box>550 1244 685 1263</box>
listing-paragraph: துணை அமைப்பாளர்கள் - 1) அ.ஆறுமுகம் தும்மக்குண்டு, அல்லிகுண்டம் அஞ்சல், உசிலம்பட்டி வட்டம், மதுரை மாவட்டம் 2) ரா.தவமணி குருவிளாம்பட்டி, போத்தம்பட்டி அஞ்சல், உசிலம்பட்டி வட்டம், மதுரை மாவட்டம் 3) பெ.மாரியப்பன் கல்யாணிப்பட்டி, போத்தம்பட்டி அஞ்சல், உசிலம்பட்டி வட்டம், மதுரை மாவட்டம் 4) அ.பழனிச்சாமி வில்லாணி, போத்தம்பட்டி அஞ்சல், உசிலம்பட்டி வட்டம், மதுரை மாவட்டம் 5) செ.தங்கம் பெருமாள்பட்டி, போத்தம்பட்டி அஞ்சல், உசிலம்பட்டி வட்டம், மதுரை மாவட்டம் <box>1241 1270 1636 1408</box>
listing-paragraph: துணை அமைப்பாளர்கள் - 1) செ.செல்லப்பாண்டி, கருமாத்தூர் அஞ்சல், உசிலம்பட்டி வட்டம், மதுரை மாவட்டம் 2) பி.செல்லம் பாலுத்தம்பட்டி பொருப்பு மேட்டுப்பட்டி, உசிலம்பட்டி வட்டம், மதுரை மாவட்டம் 3) கே.சிவா கருப்பப்பிள்ளை, கோவிலாங்குளம் அஞ்சல், உசிலம்பட்டி வட்டம், மதுரை மாவட்டம் 4) மு.ராமன் வடக்குகாலனி, செல்லம்பட்டி அஞ்சல், உசிலம்பட்டி வட்டம், மதுரை மாவட்டம் 5) ஆ.கார்த்திக் செக்கத்தேவன்பட்டி வாலாந்தூர் அஞ்சல் உசிலம்பட்டி வட்டம் மதுரை மாவட்டம் <box>1241 1696 1636 1834</box>
listing-paragraph: துணை அமைப்பாளர்கள் - 1) மு. நம்பிராஜன் ஆதிதிராவிடர் காலனி, கடம்போடு வாழ்வு, திருநெல்வேலி. 2) சு. சுடலை மணி ஆதிதிராவிடர் காலனி, கடம்போடு வாழ்வு, களக்குளம், திருநெல்வேலி. 3) ம. மகேந்திரன் ஆதிதிராவிடர் காலனி, இடையன்குளம் ஊராட்சி, திருநெல்வேலி. 4) கசேவ்கூமார் நடுவக்குளம், சிங்கிகுளம், திருநெல்வேலி. 5) வ. செல்வராஜ் மெயின் ரோடு, பமையை, சிங்கிகுளம், திருநெல்வேலி. <box>16 1798 402 1919</box>
listing-paragraph: துணை அமைப்பாளர்கள் - 1) க.அழகர்சாமி 3/178, கிழக்கு தெரு, க.பாப்புநாயக்கன்பட்டி, கவுண்டன்பட்டி, பேரையூர் வட்டம், மதுரை மாவட்டம் 2) ரா.ஆறுமுகம் 8/87, கிழக்கு தெரு, குச்சம்பட்டி, வேளாம்பூர், பேரையூர் வட்டம், மதுரை மாவட்டம் 3) ரா.முருகன் 7/87, கிழக்கு தெரு, வெங்கடாசலபுரம், (வேளாம்பூர்), பேரையூர் வட்டம், மதுரை மாவட்டம் 4) கா. பிச்சைமுத்து 3/446, வி.கோபாலபுரம், வி.குச்சம்பட்டி, (வேளாம்பூர்), பேரையூர் வட்டம், மதுரை மாவட்டம் <box>1241 152 1636 290</box>
listing-paragraph: துணை அமைப்பாளர்கள் - 1) எ. நவமணியன் அன்னவாசல் புதுக்கோட்டை மாவட்டம். 2) ஜ. கமல் அன்னவாசல், புதுக்கோட்டை மாவட்டம். <box>16 756 402 806</box>
listing-paragraph: அமைப்பாளர் - ஜெ. கமலக்கண்ணன் விளாப்பட்டி, இலுப்பூர், புதுக்கோட்டை மாவட்டம். <box>16 576 402 609</box>
listing-paragraph: அமைப்பாளர் - எஸ். சின்னப்பன் வடக்குகாலனி, தென்னம்பாடி, விராலூர் அஞ்சல், விராலிமலை தாலுக்கா, புதுக்கோட்டை மாவட்டம். <box>16 150 402 200</box>
listing-paragraph: அமைப்பாளர் - ஆ. சக்திவேல் 5/ஏ, இந்திரா நினைவு குடியிருப்பு, கொத்தகுளம், திருநெல்வேலி மாவட்டம். <box>425 1893 811 1925</box>
section-heading: டி.கல்லுப்பட்டி தெற்கு ஒன்றியம் <box>1312 515 1565 535</box>
listing-paragraph: அமைப்பாளர் - பா.சின்னச்சாமி கீரிப்பட்டி அஞ்சல், உசிலம்பட்டி வட்டம், மதுரை மாவட்டம் <box>1241 1020 1636 1052</box>
section-heading: செல்லம்பட்டி வடக்கு ஒன்றியம் <box>1315 1419 1563 1439</box>
listing-paragraph: துணை அமைப்பாளர்கள் - 1) பி. அண்ணாதுரை காமராஜர் தெரு, நெருஞ்சி காலனி, பணகுடி, திருநெல்வேலி மாவட்டம். 2) எம். ரஞ்சித் காந்தி தெரு, நெருஞ்சி காலனி, பணகுடி, திருநெல்வேலி மாவட்டம். 3) பா. முகேஷ் வடக்குத் தெரு, சைதாம்பாளபுரம், பணகுடி, திருநெல்வேலி மாவட்டம். <box>833 1131 1219 1216</box>
listing-paragraph: துணை அமைப்பாளர்கள் - 1) வி.ஜெயக்கொடி தொட்டப்பநாயக்கனூர் அஞ்சல், உசிலம்பட்டி வட்டம், மதுரை மாவட்டம் 2) பா.தங்கப்பாண்டி மேலமாதரை, நக்கலப்பட்டி அஞ்சல், உசிலம்பட்டி வட்டம், மதுரை மாவட்டம் 3) பா.கதிரேசன் நக்கலப்பட்டி, நக்கலப்பட்டி அஞ்சல், உசிலம்பட்டி வட்டம், மதுரை மாவட்டம் 4) பெ.தனுஷ்கொடி கீழமாதரை, நக்கலப்பட்டி அஞ்சல், உசிலம்பட்டி வட்டம், மதுரை மாவட்டம் 5) ரா.சின்னன் நக்கலப்பட்டி, நக்கலப்பட்டி அஞ்சல், உசிலம்பட்டி வட்டம், மதுரை மாவட்டம் <box>1241 826 1636 982</box>
section-heading: ஏர்வாடி பேரூர் <box>967 302 1085 322</box>
listing-paragraph: அமைப்பாளர் - ச. முகிலன் 21, கீழத் தெரு, சவலைக்காரன்குளம், கோவில்களைப்பாறை ஊராட்சி, திருநெல்வேலி மாவட்டம். <box>16 1956 402 2006</box>
section-heading: நாங்குனேரி கிழக்கு ஒன்றியம் <box>93 1342 325 1362</box>
listing-paragraph: துணை அமைப்பாளர்கள் - 1) கே.பிச்சைமணி உவைப்பட்டி, பேரையூர் வட்டம், மதுரை மாவட்டம் 2) எம்.கே.பெரியகூடன் மள்ளப்புரம், பேரையூர் வட்டம், மதுரை மாவட்டம் 3) பி.மலைச்சாமி பு.பாறைப்பட்டி, பேரையூர் வட்டம், மதுரை மாவட்டம் 4) பி.முருகன் கீரனூர், பேரையூர் வட்டம், மதுரை மாவட்டம் <box>1241 1909 1636 1994</box>
listing-paragraph: துணை அமைப்பாளர்கள் - 1) சு. முருகன் 20/29, கீழக்காலனி தெரு, ஊர்க்காடு, அம்பாசமுத்திரம், திருநெல்வேலி. 2) பெ. அழகுசுந்தரம் 242/94, ரதமாள் தெரு, அம்பாசமுத்திரம் திருநெல்வேலி. 3) ந. சுரேஷ் முப்பிடாதி கீழ தெரு அம்பாசமுத்திரம், திருநெல்வேலி. 4) மு. சதீஸ் கண்ணன் 17/9ஏ, அண்ணா நகர், அம்பாசமுத்திரம், திருநெல்வேலி. 5) பா. ஜீவானந்தன் 65, ரதமாள் தெரு, அம்பாசமுத்திரம், திருநெல்வேலி. <box>425 508 811 628</box>
listing-paragraph: துணை அமைப்பாளர்கள் - 1) சுப்புவைகுண்ட மெயின் ரோடு, வீரான்குளி, வெங்கடராயபுரம் ஊராட்சி, திருநெல்வேலி. 2) பாலசிருஷ்ணன் வடக்கு தெரு, கக்கன் நகர், இளங்குளம் ஊராட்சி, திருநெல்வேலி. 3) முத்துராமன் வடக்கு தெரு, காரியாண்டி, இராமகிருஷ்ணாபுரம் ஊராட்சி, திருநெல்வேலி. <box>16 1405 402 1491</box>
section-heading: களக்காடு நகரம் <box>556 853 680 873</box>
listing-paragraph: துணை அமைப்பாளர்கள் - 1) கி. பாலசுப்பிரமணியன் எண். 28, வடக்குத் தெரு, வைகுந்பிரம், திருக்குறுங்குடி, திருநெல்வேலி. 2) கே. விஜயகுமார் 91/2, இந்திரா அரசு காலனி, நம்பி தோப்பு, திருக்குறுங்குடி, திருநெல்வேலி. 3) கா. வேலுமுருகன் 81/1, அரசு காலனி, நம்பி தோப்பு, திருக்குறுங்குடி, திருநெல்வேலி. <box>833 971 1219 1056</box>
listing-paragraph: துணை அமைப்பாளர்கள் - 1) வி. சிவசங்கர் வேலூர், வேலூர் அஞ்சல், விராலிமலை தாலுக்கா, புதுக்கோட்டை மாவட்டம். 2) கே. குழந்தை கீழப்பாதையப்பட்டி, பொருவாய் அஞ்சல், விராலிமலை தாலுக்கா, புதுக்கோட்டை மாவட்டம். 3) பி. சிதம்பரம் முல்லையூர் அஞ்சல், விராலிமலை தாலுக்கா, புதுக்கோட்டை மாவட்டம். 4) எஸ். சுரேஷ் வில்லாரோடை, பேராம்பூர் அஞ்சல், விராலிமலை தாலுக்கா, புதுக்கோட்டை மாவட்டம். 5) பி. ராமலிங்கம் சித்தர்கோட்டுப்பட்டி, வேலூர் அஞ்சல், விராலிமலை தாலுக்கா, புதுக்கோட்டை மாவட்டம். <box>16 205 402 361</box>
listing-paragraph: துணை அமைப்பாளர்கள் - 1) நா. பிரபாகர் 139, நடுத் தெரு, மலையடிபுதூர் ஊராட்சி, திருநெல்வேலி மாவட்டம். 2) பா. காசி 42, மேலத் தெரு, எஸ்.என். பள்ளிவாசல், சிவப்புரம் ஊராட்சி, திருநெல்வேலி. 3) ச. செல்வராஜ் 10, செங்களாகுறிச்சி ஊராட்சி, திருநெல்வேலி. 4) மா. மேகமணி 77, காலனி தெரு, தலைவப்புரம் ஊராட்சி, திருநெல்வேலி மாவட்டம். 5) <box>16 2011 402 2114</box>
listing-paragraph: அமைப்பாளர் - நா.முருகன் தொட்டப்பநாயக்கனூர் அஞ்சல், உசிலம்பட்டி வட்டம், மதுரை மாவட்டம் <box>1241 789 1636 822</box>
listing-paragraph: அமைப்பாளர் - அ. ராதாகிருஷ்ணன் 31, காந்தன் காலனி, மேலச்செவல், திருநெல்வேலி மாவட்டம். <box>425 1430 811 1462</box>
column-3 <box>821 6 1229 2256</box>
listing-paragraph: துணை அமைப்பாளர்கள் - 1) வே. முத்துசாமி ஆச்சியூர் காலனி, ஆச்சியூர், திருநெல்வேலி. 2) க. பரமசிவன் கோட்டையடி, வள்ளியூர், திருநெல்வேலி மாவட்டம். 3) சு. மணிகண்டன் ஆதிராவிடர் காலனி, அழகப்புரம், திருநெல்வேலி. 4) ஆசைத்தம்பி அந்தோணியார் கோவில் தெரு, வடக்கன்குளம், திருநெல்வேலி. 5) வெ. இன்பம் தெற்கு தெரு, அம்மச்சி கோயில் திருநெல்வேலி. <box>425 117 811 220</box>
district-banner: மதுரை தெற்கு மாவட்டம் <box>833 1297 1219 1333</box>
section-heading: மேலச்செவல் பேரூர் <box>538 1404 697 1424</box>
listing-paragraph: துணை அமைப்பாளர்கள் - 1) க.ஜெயராமன் கீழ்கோட்டை, திருமங்கலம் வட்டம், மதுரை மாவட்டம். 2) செ.ஞானசேகரன் மேலக்கோட்டை, திருமங்கலம் வட்டம், மதுரை மாவட்டம். 3) பா.ராஜபாண்டி மறவன்குளம், திருமங்கலம் வட்டம், மதுரை மாவட்டம். 4) மு.பாலமுருகன் கண்டுகுளம், திருமங்கலம் வட்டம், மதுரை மாவட்டம். <box>833 1406 1219 1509</box>
